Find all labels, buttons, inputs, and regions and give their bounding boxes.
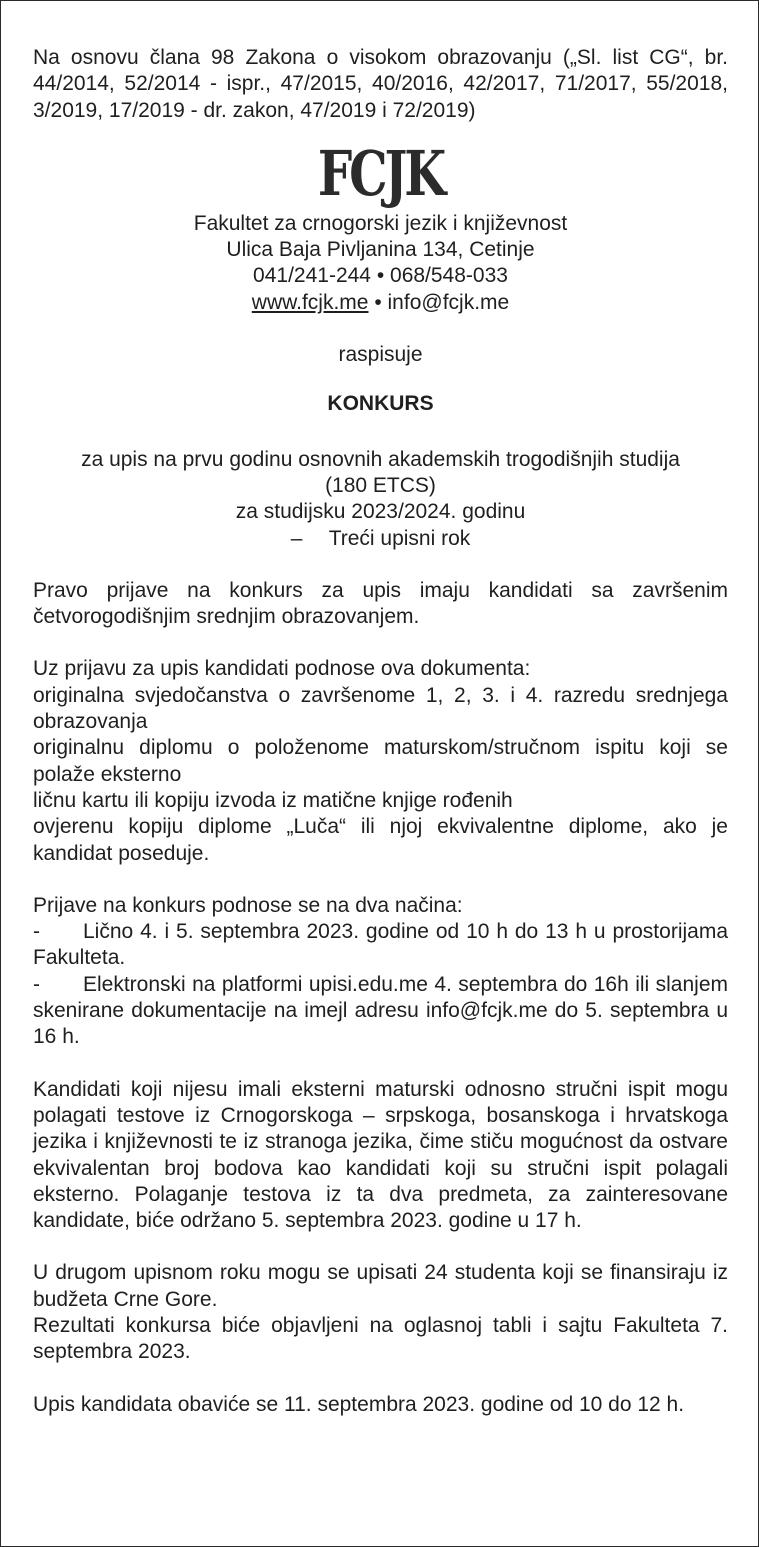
subtitle-line-2: (180 ETCS) — [325, 473, 436, 497]
list-dash: - — [33, 972, 40, 996]
round-dash: – — [290, 526, 303, 550]
round-label: Treći upisni rok — [328, 526, 471, 550]
legal-basis: Na osnovu člana 98 Zakona o visokom obrazovanju („Sl. list CG“, br. 44/2014, 52/2014 - ispr., 47/2015, 40/2016, 42/2017, 71/2017, 55/2018, 3/2019, 17/2019 - dr. zakon, 47/2019 i 72/2019) — [33, 46, 728, 122]
application-item-text: Lično 4. i 5. septembra 2023. godine od 10 h do 13 h u prostorijama Fakulteta. — [33, 920, 728, 970]
email-link[interactable]: info@fcjk.me — [387, 290, 510, 314]
application-section — [33, 893, 728, 1051]
eligibility-paragraph: Pravo prijave na konkurs za upis imaju kandidati sa završenim četvorogodišnjim srednjim obrazovanjem. — [33, 578, 728, 629]
results-paragraph: Rezultati konkursa biće objavljeni na oglasnoj tabli i sajtu Fakulteta 7. septembra 2023. — [33, 1313, 728, 1364]
faculty-header — [33, 211, 728, 316]
page-title: KONKURS — [327, 392, 434, 416]
contact-separator: • — [368, 290, 388, 314]
raspisuje-text: raspisuje — [338, 343, 423, 367]
faculty-name: Fakultet za crnogorski jezik i književnost — [193, 211, 568, 235]
application-item — [33, 919, 728, 972]
faculty-contact — [33, 290, 728, 316]
faculty-phones: 041/241-244 • 068/548-033 — [253, 264, 508, 288]
subtitle-round — [33, 526, 728, 552]
enrollment-paragraph: Upis kandidata obaviće se 11. septembra 2023. godine od 10 do 12 h. — [33, 1392, 685, 1416]
tests-paragraph: Kandidati koji nijesu imali eksterni maturski odnosno stručni ispit mogu polagati testove iz Crnogorskoga – srpskoga, bosanskoga i hrvatskoga jezika i književnosti te iz stranoga jezika, čime stiču mogućnost da ostvare ekvivalentan broj bodova kao kandidati koji su stručni ispit polagali eksterno. Polaganje testova iz ta dva predmeta, za zainteresovane kandidate, biće održano 5. septembra 2023. godine u 17 h. — [33, 1077, 728, 1233]
quota-results-section — [33, 1260, 728, 1365]
documents-intro: Uz prijavu za upis kandidati podnose ova dokumenta: — [33, 657, 531, 681]
document-item: ličnu kartu ili kopiju izvoda iz matične knjige rođenih — [33, 788, 513, 812]
faculty-address: Ulica Baja Pivljanina 134, Cetinje — [226, 238, 535, 262]
konkurs-subtitle — [33, 447, 728, 552]
document-item: originalnu diplomu o položenome maturskom/stručnom ispitu koji se polaže eksterno — [33, 736, 728, 786]
application-item — [33, 972, 728, 1051]
document-item: ovjerenu kopiju diplome „Luča“ ili njoj ekvivalentne diplome, ako je kandidat poseduje. — [33, 815, 728, 865]
subtitle-line-1: za upis na prvu godinu osnovnih akademskih trogodišnjih studija — [81, 447, 680, 471]
fcjk-logo: FCJK — [317, 136, 444, 210]
application-intro: Prijave na konkurs podnose se na dva načina: — [33, 893, 463, 917]
document-item: originalna svjedočanstva o završenome 1, 2, 3. i 4. razredu srednjega obrazovanja — [33, 683, 728, 734]
quota-paragraph: U drugom upisnom roku mogu se upisati 24 studenta koji se finansiraju iz budžeta Crne Gore. — [33, 1261, 728, 1311]
subtitle-line-3: za studijsku 2023/2024. godinu — [235, 500, 526, 524]
website-link[interactable]: www.fcjk.me — [251, 290, 369, 314]
list-dash: - — [33, 920, 40, 944]
announcement-content — [33, 45, 728, 1418]
documents-section — [33, 656, 728, 866]
application-item-text: Elektronski na platformi upisi.edu.me 4. septembra do 16h ili slanjem skenirane dokumentacije na imejl adresu info@fcjk.me do 5. septembra u 16 h. — [33, 972, 728, 1049]
